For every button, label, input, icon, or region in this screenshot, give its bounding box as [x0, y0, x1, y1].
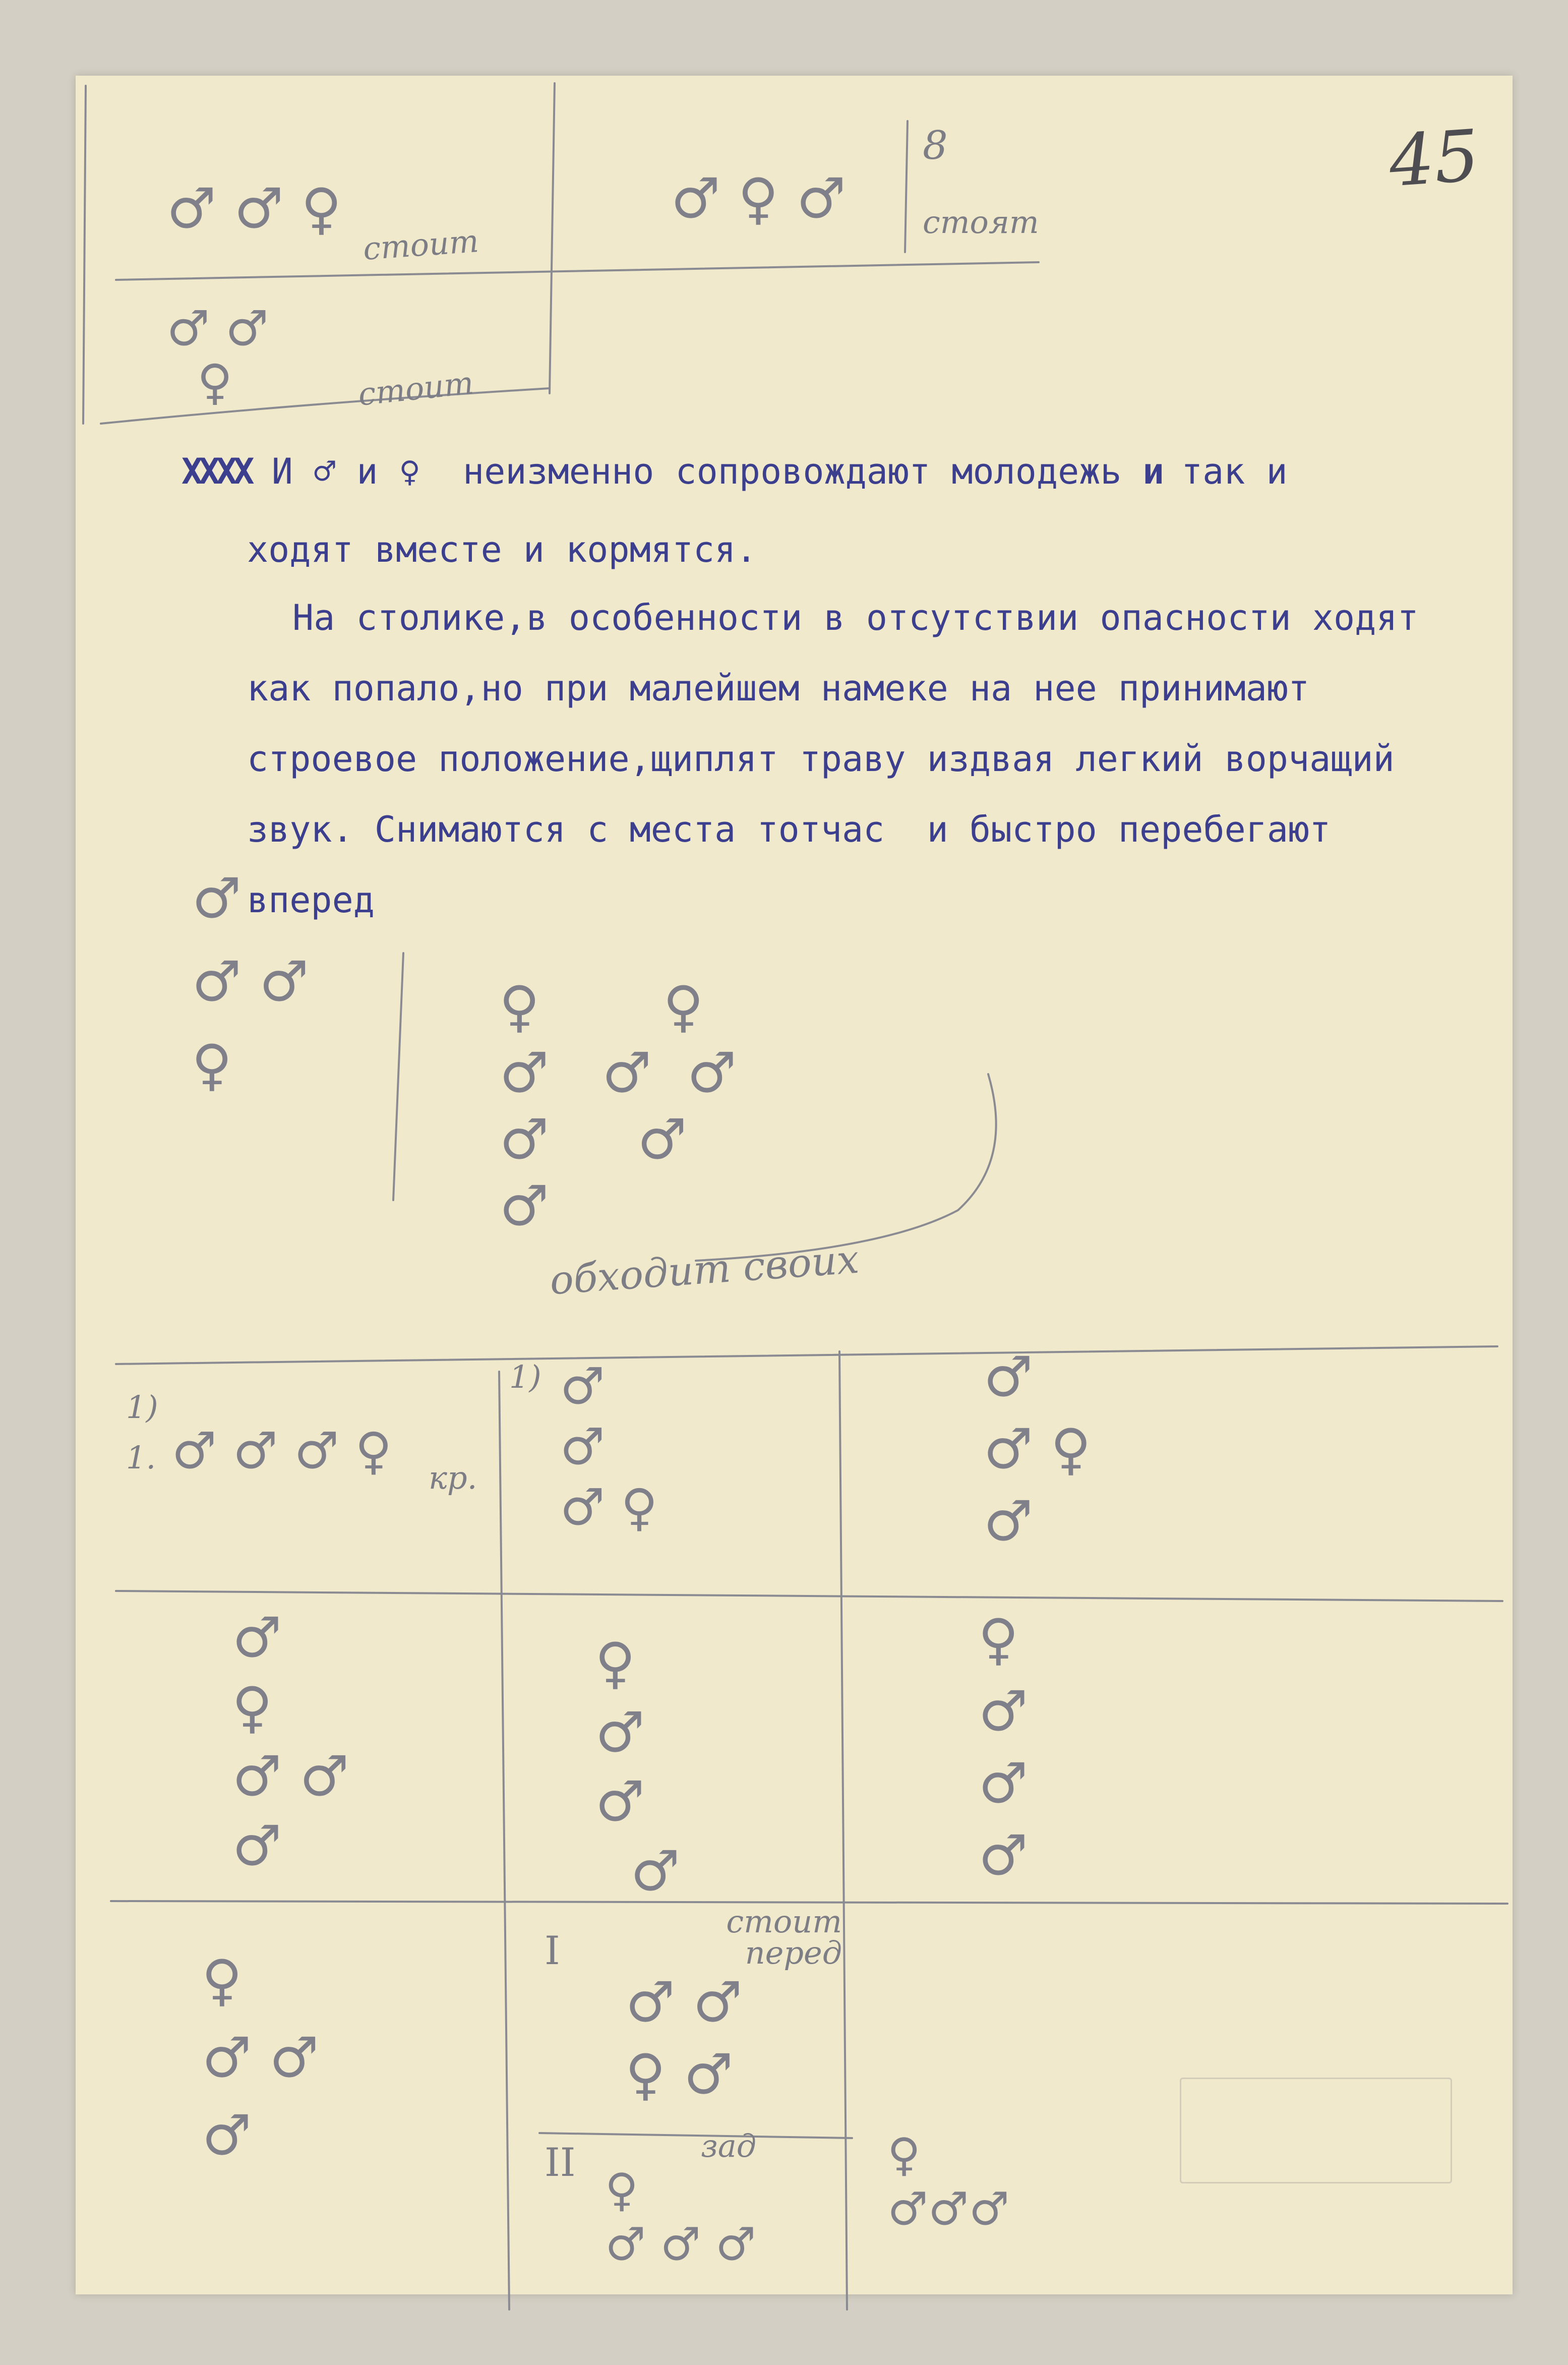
- note-zad: зад: [701, 2127, 757, 2164]
- sex-symbol-cluster: ♂ ♂ ♀ ♂: [625, 1970, 743, 2107]
- typed-fragment: неизменно сопровождают молодежь: [420, 451, 1143, 492]
- note-label: 1.: [126, 1439, 156, 1476]
- roman-numeral: I: [545, 1928, 560, 1974]
- note-number: 8: [923, 123, 948, 168]
- archive-stamp: [1180, 2078, 1452, 2183]
- sex-symbol-cluster: ♀ ♀ ♂ ♂ ♂ ♂ ♂ ♂: [499, 974, 737, 1238]
- note-stoyat: стоят: [923, 204, 1039, 241]
- sex-symbol-cluster: ♀ ♂♂♂: [887, 2128, 1010, 2236]
- typed-paragraph-line: как попало,но при малейшем намеке на нее принимают: [247, 668, 1310, 709]
- sex-symbol-cluster: ♂ ♀ ♂ ♂ ♂: [232, 1606, 349, 1878]
- sex-symbol-cluster: ♀ ♂ ♂ ♂: [595, 1631, 680, 1904]
- typed-fragment: И: [250, 451, 315, 492]
- sex-symbol-cluster: ♂ ♂ ♂ ♀: [560, 1357, 658, 1537]
- struck-prefix: XXXX: [182, 451, 251, 492]
- typed-paragraph-line: На столике,в особенности в отсутствии опасности ходят: [292, 597, 1419, 638]
- typed-fragment: так и: [1160, 451, 1288, 492]
- typed-line-1: [182, 451, 1288, 492]
- struck-letter: и: [1142, 451, 1160, 492]
- note-stoit: стоит: [356, 364, 475, 413]
- note-stoit-pered: стоит перед: [726, 1903, 842, 1971]
- page-number: 45: [1386, 114, 1482, 203]
- note-label: кр.: [429, 1459, 477, 1496]
- sex-symbol-cluster: ♂ ♀ ♂: [671, 166, 846, 231]
- sex-symbol-cluster: ♀ ♂ ♂ ♂: [605, 2164, 756, 2271]
- typed-line-2: ходят вместе и кормятся.: [247, 529, 757, 570]
- typed-paragraph-line: вперед: [247, 879, 375, 921]
- sex-symbol-cluster: ♂ ♂ ♀: [166, 301, 269, 410]
- female-symbol-inline: ♀: [399, 451, 420, 492]
- note-obkhodit: обходит своих: [548, 1236, 861, 1304]
- sex-symbol-cluster: ♂ ♂ ♂ ♀: [171, 1422, 392, 1481]
- typed-paragraph-line: строевое положение,щиплят траву издвая легкий ворчащий: [247, 738, 1395, 780]
- sex-symbol-cluster: ♂ ♂ ♀ ♂: [983, 1345, 1091, 1554]
- sex-symbol-cluster: ♀ ♂ ♂ ♂: [978, 1607, 1028, 1888]
- typed-paragraph-line: звук. Снимаются с места тотчас и быстро перебегают: [247, 809, 1331, 850]
- note-stoit: стоит: [361, 222, 480, 267]
- sex-symbol-cluster: ♂ ♂ ♀: [166, 176, 342, 241]
- typed-fragment: и: [335, 451, 399, 492]
- sex-symbol-cluster: ♀ ♂ ♂ ♂: [202, 1948, 319, 2168]
- note-label: 1): [126, 1389, 158, 1426]
- sex-symbol-cluster: ♂ ♂ ♂ ♀: [192, 866, 309, 1097]
- male-symbol-inline: ♂: [314, 451, 336, 492]
- roman-numeral: II: [545, 2140, 576, 2185]
- note-label: 1): [509, 1358, 541, 1395]
